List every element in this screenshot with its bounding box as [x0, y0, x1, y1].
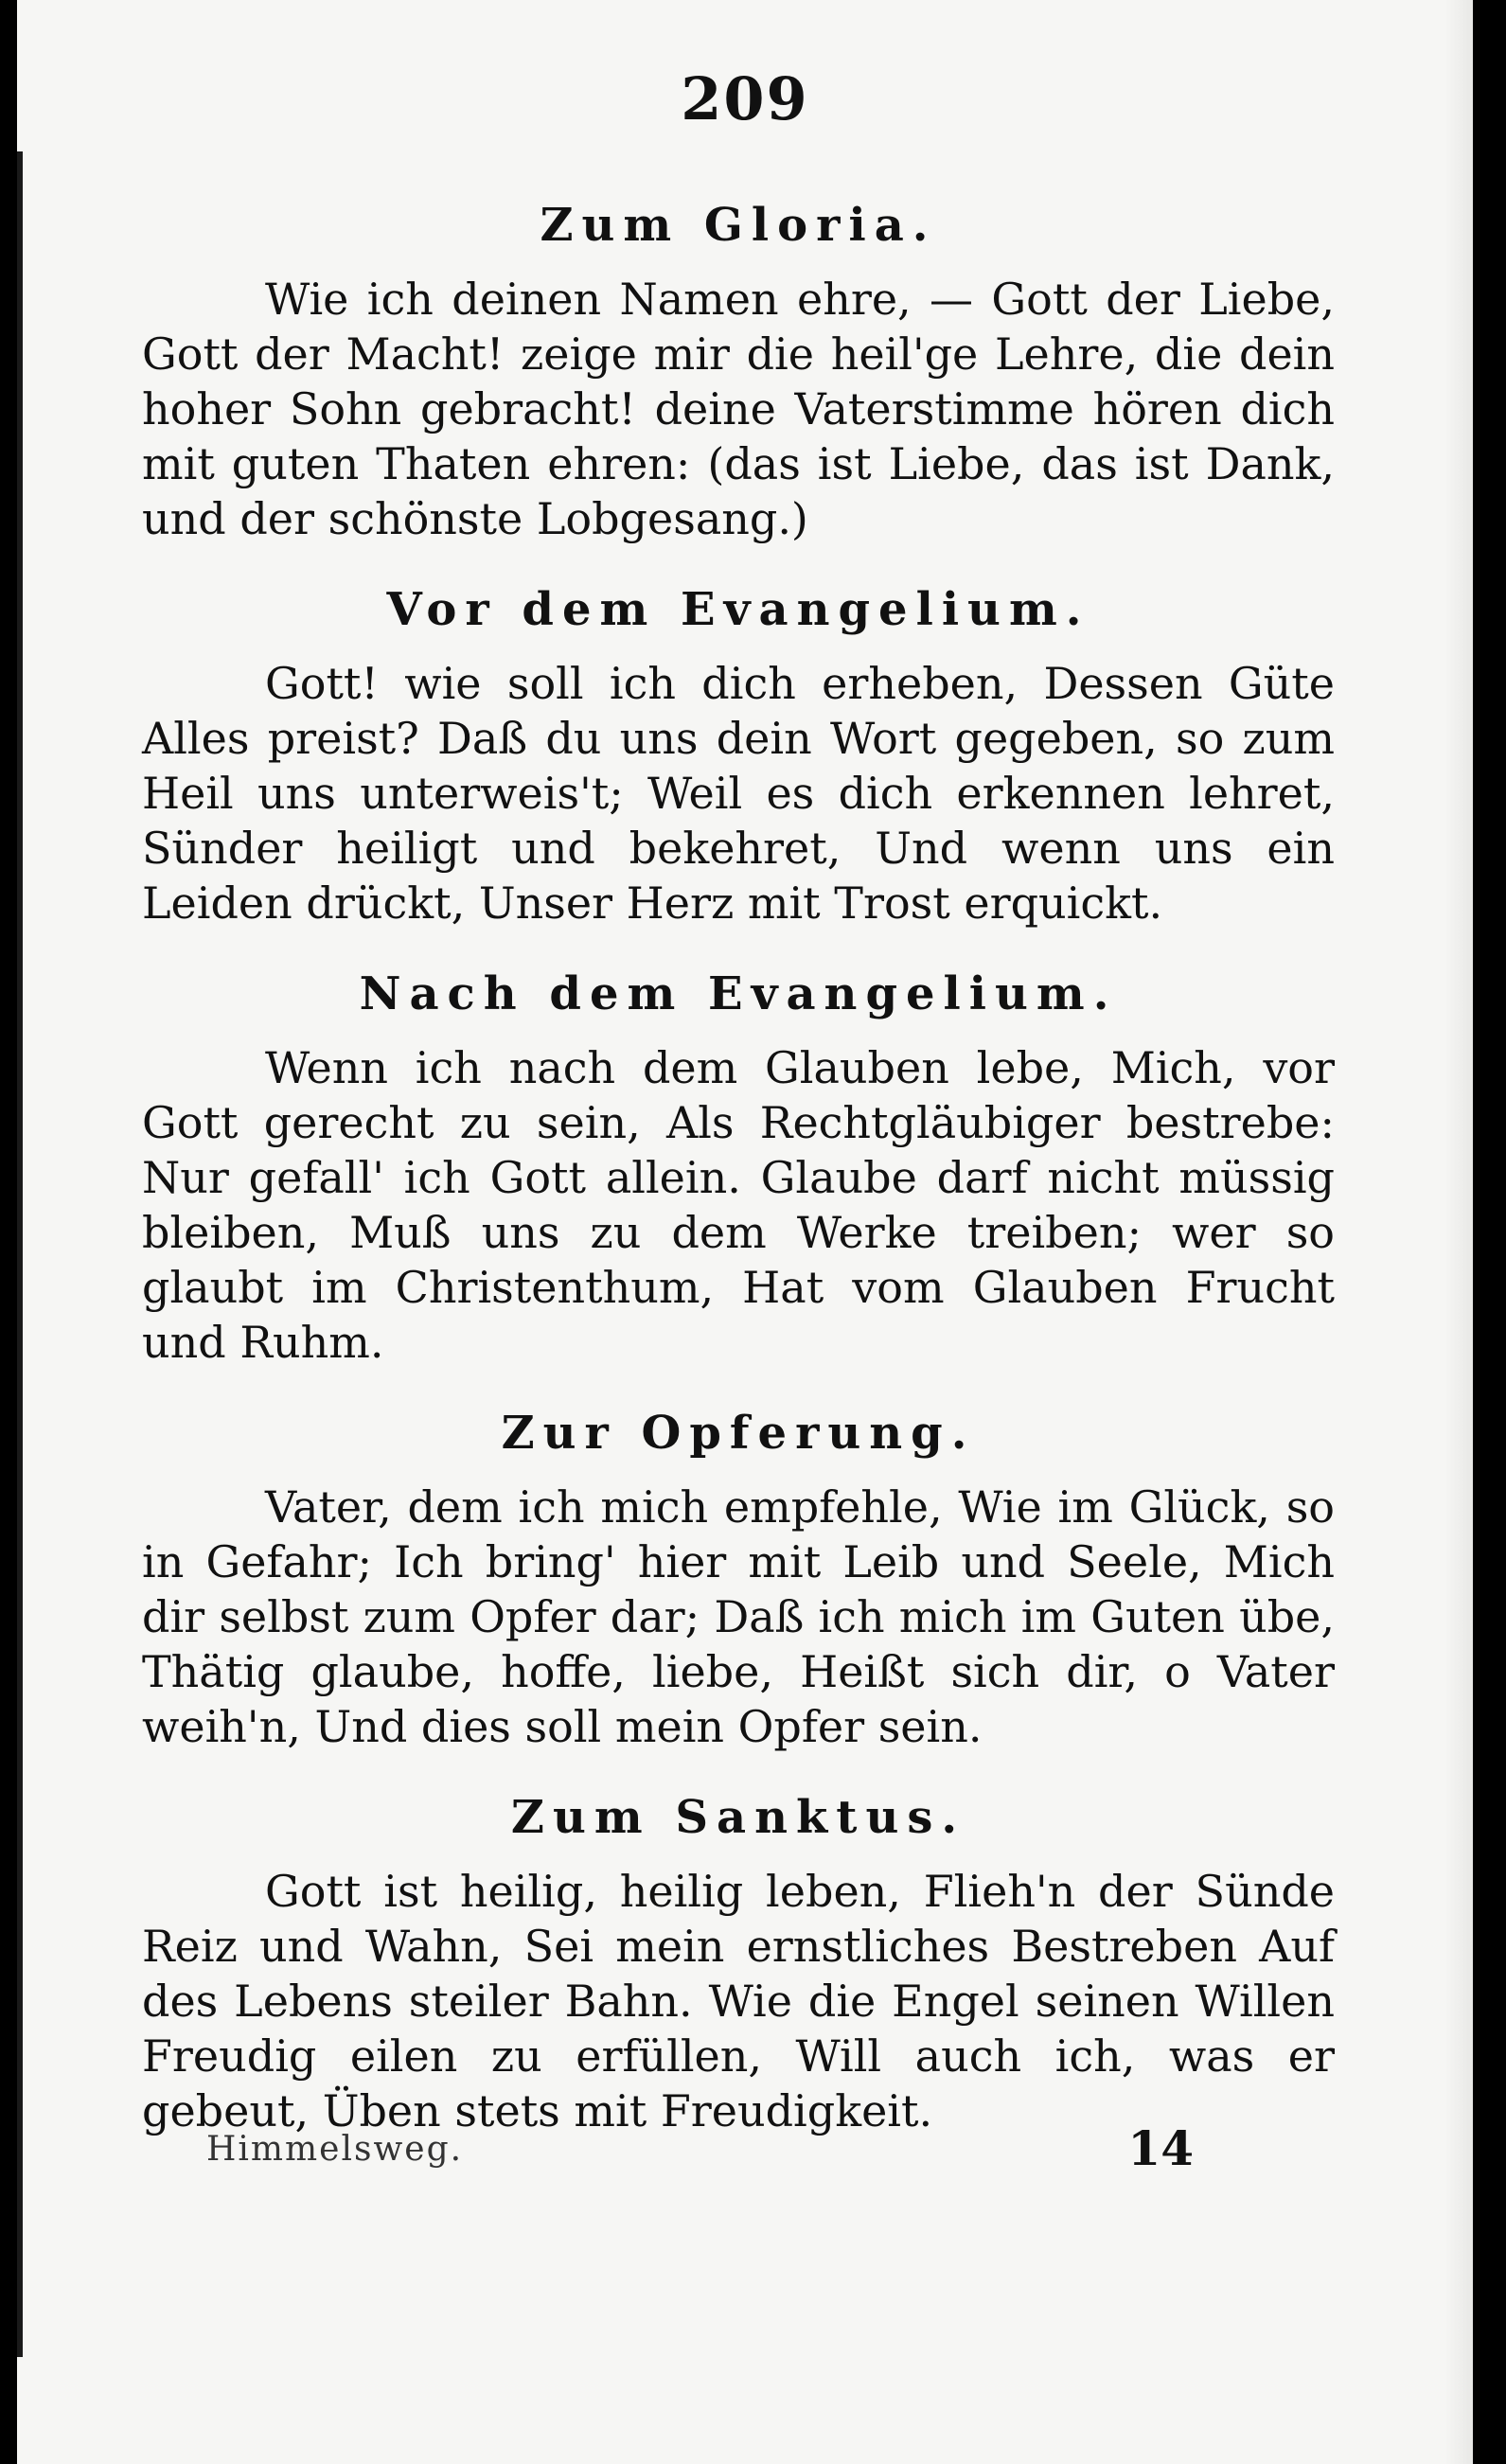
section-text: Gott! wie soll ich dich erheben, Dessen Güte Alles preist? Daß du uns dein Wort gegeben, so zum Heil uns unterweis't; Weil es dich erkennen lehret, Sünder heiligt und bekehret, Und wenn uns ein Leiden drückt, Unser Herz mit Trost erquickt. — [142, 658, 1335, 929]
binding-edge — [17, 151, 23, 2357]
signature-mark: Himmelsweg. — [206, 2130, 464, 2169]
section-vor-evangelium — [142, 578, 1335, 931]
section-heading: Zum Sanktus. — [510, 1791, 966, 1844]
section-heading: Zur Opferung. — [501, 1407, 976, 1460]
page-content — [142, 194, 1335, 2171]
section-heading: Vor dem Evangelium. — [386, 583, 1090, 636]
page-number: 209 — [681, 64, 809, 133]
section-text: Vater, dem ich mich empfehle, Wie im Glück, so in Gefahr; Ich bring' hier mit Leib und Seele, Mich dir selbst zum Opfer dar; Daß ich mich im Guten übe, Thätig glaube, hoffe, liebe, Heißt sich dir, o Vater weih'n, Und dies soll mein Opfer sein. — [142, 1481, 1335, 1752]
section-text: Wie ich deinen Namen ehre, — Gott der Liebe, Gott der Macht! zeige mir die heil'ge Lehre, die dein hoher Sohn gebracht! deine Vaterstimme hören dich mit guten Thaten ehren: (das ist Liebe, das ist Dank, und der schönste Lobgesang.) — [142, 274, 1335, 544]
section-nach-evangelium — [142, 963, 1335, 1370]
section-opferung — [142, 1402, 1335, 1754]
scan-edge — [1444, 0, 1473, 2464]
sheet-number: 14 — [1127, 2120, 1194, 2176]
page-footer — [206, 2120, 1284, 2206]
section-heading: Zum Gloria. — [540, 199, 937, 252]
section-text: Gott ist heilig, heilig leben, Flieh'n der Sünde Reiz und Wahn, Sei mein ernstliches Bestreben Auf des Lebens steiler Bahn. Wie die Engel seinen Willen Freudig eilen zu erfüllen, Will auch ich, was er gebeut, Üben stets mit Freudigkeit. — [142, 1866, 1335, 2136]
section-text: Wenn ich nach dem Glauben lebe, Mich, vor Gott gerecht zu sein, Als Rechtgläubiger bestrebe: Nur gefall' ich Gott allein. Glaube darf nicht müssig bleiben, Muß uns zu dem Werke treiben; wer so glaubt im Christenthum, Hat vom Glauben Frucht und Ruhm. — [142, 1042, 1335, 1368]
section-sanktus — [142, 1786, 1335, 2138]
book-page — [17, 0, 1473, 2464]
section-heading: Nach dem Evangelium. — [359, 967, 1118, 1020]
section-gloria — [142, 194, 1335, 546]
